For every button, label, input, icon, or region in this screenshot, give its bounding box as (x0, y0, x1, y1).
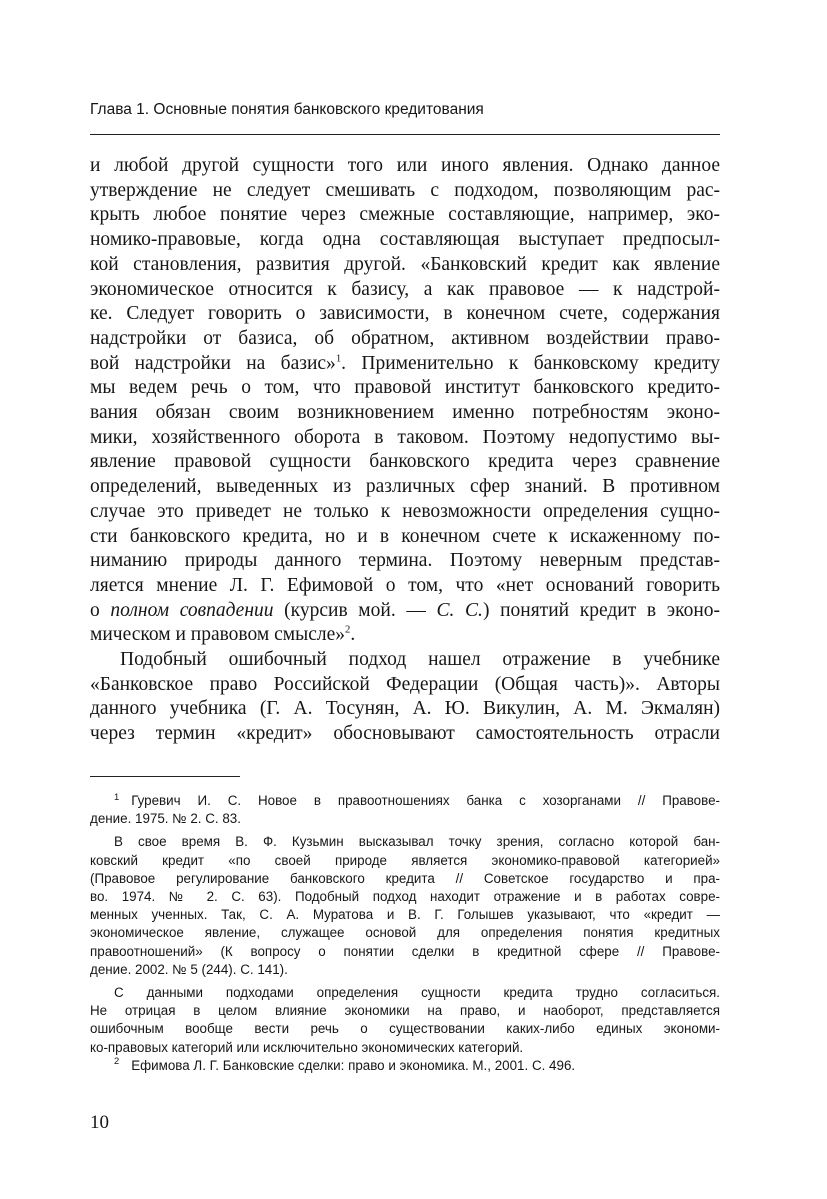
text-line: экономическое относится к базису, а как правовое — к надстрой- (90, 278, 720, 300)
text-line: случае это приведет не только к невозможности определения сущно- (90, 500, 720, 522)
text-line: кой становления, развития другой. «Банковский кредит как явление (90, 253, 720, 275)
italic-initials: С. С. (436, 599, 483, 621)
text-fragment: . Применительно к банковскому кредиту (341, 352, 720, 374)
text-fragment: вой надстройки на базис» (90, 352, 336, 374)
italic-emphasis: полном совпадении (110, 599, 274, 621)
text-fragment: (курсив мой. — (273, 599, 437, 621)
footnote-line: В свое время В. Ф. Кузьмин высказывал точку зрения, согласно которой бан- (114, 834, 720, 850)
paragraph-2 (90, 648, 720, 747)
footnote-line (90, 792, 720, 810)
text-line: мы ведем речь о том, что правовой институт банковского кредито- (90, 377, 720, 399)
text-fragment: ) понятий кредит в эконо- (482, 599, 721, 621)
footnote-line (90, 1057, 720, 1075)
text-line: через термин «кредит» обосновывают самостоятельность отрасли (90, 723, 720, 745)
text-line: сти банковского кредита, но и в конечном счете к искаженному по- (90, 525, 720, 547)
text-line (90, 623, 720, 648)
text-line: вания обязан своим возникновением именно потребностям эконо- (90, 402, 720, 424)
text-line: ниманию природы данного термина. Поэтому неверным представ- (90, 550, 720, 572)
footnotes (90, 792, 720, 1075)
text-line: мики, хозяйственного оборота в таковом. Поэтому недопустимо вы- (90, 426, 720, 448)
text-line: данного учебника (Г. А. Тосунян, А. Ю. Викулин, А. М. Экмалян) (90, 698, 720, 720)
footnote-2 (90, 1057, 720, 1075)
footnote-line: дение. 2002. № 5 (244). С. 141). (90, 961, 288, 977)
footnote-1 (90, 792, 720, 1057)
footnote-line: экономическое явление, служащее основой для определения понятия кредитных (90, 925, 720, 941)
text-fragment: мическом и правовом смысле» (90, 624, 345, 646)
text-fragment: Гуревич И. С. Новое в правоотношениях банка с хозорганами // Правове- (131, 793, 720, 808)
text-line: утверждение не следует смешивать с подходом, позволяющим рас- (90, 179, 720, 201)
text-line: надстройки от базиса, об обратном, активном воздействии право- (90, 327, 720, 349)
footnote-line: ко-правовых категорий или исключительно экономических категорий. (90, 1039, 524, 1055)
text-line (90, 599, 720, 624)
text-line: и любой другой сущности того или иного явления. Однако данное (90, 155, 720, 176)
footnote-line: ошибочным вообще вести речь о существовании каких-либо единых экономи- (90, 1021, 720, 1037)
text-line: «Банковское право Российской Федерации (Общая часть)». Авторы (90, 673, 720, 695)
text-fragment: . (350, 624, 356, 646)
header-divider (90, 134, 720, 135)
footnote-reference-1[interactable]: 1 (335, 352, 342, 365)
footnote-line: дение. 1975. № 2. С. 83. (90, 811, 241, 827)
main-text (90, 154, 720, 747)
text-line: ляется мнение Л. Г. Ефимовой о том, что «нет оснований говорить (90, 574, 720, 596)
footnote-line: Не отрицая в целом влияние экономики на право, и наоборот, представляется (90, 1003, 720, 1019)
footnote-line: во. 1974. № 2. С. 63). Подобный подход находит отражение и в работах совре- (90, 889, 720, 905)
footnote-line: менных ученных. Так, С. А. Муратова и В. Г. Голышев указывают, что «кредит — (90, 907, 720, 923)
footnote-line: (Правовое регулирование банковского кредита // Советское государство и пра- (90, 870, 720, 886)
text-line: ке. Следует говорить о зависимости, в конечном счете, содержания (90, 303, 720, 325)
footnote-line: правоотношений» (К вопросу о понятии сделки в кредитной сфере // Правове- (90, 943, 720, 959)
text-line: Подобный ошибочный подход нашел отражение в учебнике (120, 649, 720, 671)
page-number: 10 (90, 1112, 109, 1133)
text-line: определений, выведенных из различных сфер знаний. В противном (90, 476, 720, 498)
text-line: крыть любое понятие через смежные составляющие, например, эко- (90, 204, 720, 226)
text-line: номико-правовые, когда одна составляющая выступает предпосыл- (90, 229, 720, 251)
footnote-divider (90, 776, 240, 777)
footnote-line: ковский кредит «по своей природе является экономико-правовой категорией» (90, 852, 720, 868)
running-header: Глава 1. Основные понятия банковского кредитования (90, 101, 484, 118)
paragraph-1 (90, 154, 720, 648)
footnote-line: С данными подходами определения сущности кредита трудно согласиться. (114, 985, 720, 1001)
text-line: явление правовой сущности банковского кредита через сравнение (90, 451, 720, 473)
footnote-marker: 1 (114, 791, 120, 802)
text-fragment: Ефимова Л. Г. Банковские сделки: право и экономика. М., 2001. С. 496. (131, 1057, 576, 1073)
footnote-marker: 2 (114, 1056, 120, 1067)
text-fragment: о (90, 599, 111, 621)
footnote-reference-2[interactable]: 2 (345, 623, 351, 636)
text-line (90, 352, 720, 377)
